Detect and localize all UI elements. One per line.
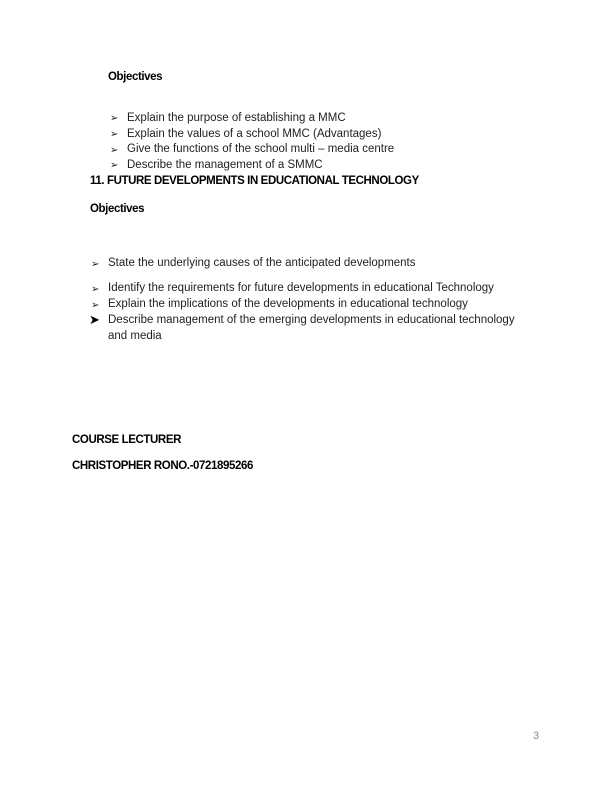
arrowhead-bullet-icon: ➤ — [89, 312, 100, 327]
arrowhead-bullet-icon: ➢ — [91, 284, 100, 295]
course-lecturer-label: COURSE LECTURER — [72, 434, 182, 446]
arrowhead-bullet-icon: ➢ — [91, 259, 100, 270]
arrowhead-bullet-icon: ➢ — [91, 300, 100, 311]
objectives-heading: Objectives — [108, 71, 163, 83]
list-item: Describe management of the emerging developments in educational technology — [108, 314, 515, 326]
list-item: Describe the management of a SMMC — [127, 159, 323, 171]
arrowhead-bullet-icon: ➢ — [110, 145, 119, 156]
arrowhead-bullet-icon: ➢ — [110, 129, 119, 140]
list-item: Explain the values of a school MMC (Advantages) — [127, 128, 382, 140]
objectives-heading: Objectives — [90, 203, 145, 215]
list-item: Give the functions of the school multi – media centre — [127, 143, 395, 155]
list-item: Identify the requirements for future developments in educational Technology — [108, 282, 494, 294]
course-lecturer-name: CHRISTOPHER RONO.-0721895266 — [72, 460, 253, 472]
list-item-continuation: and media — [108, 330, 162, 342]
section-title-text: FUTURE DEVELOPMENTS IN EDUCATIONAL TECHNOLOGY — [106, 175, 419, 187]
arrowhead-bullet-icon: ➢ — [110, 113, 119, 124]
section-title — [90, 175, 419, 187]
section-number: 11. — [90, 175, 105, 187]
list-item: Explain the implications of the developments in educational technology — [108, 298, 468, 310]
list-item: Explain the purpose of establishing a MMC — [127, 112, 346, 124]
arrowhead-bullet-icon: ➢ — [110, 160, 119, 171]
list-item: State the underlying causes of the anticipated developments — [108, 257, 416, 269]
page-number: 3 — [533, 730, 540, 742]
